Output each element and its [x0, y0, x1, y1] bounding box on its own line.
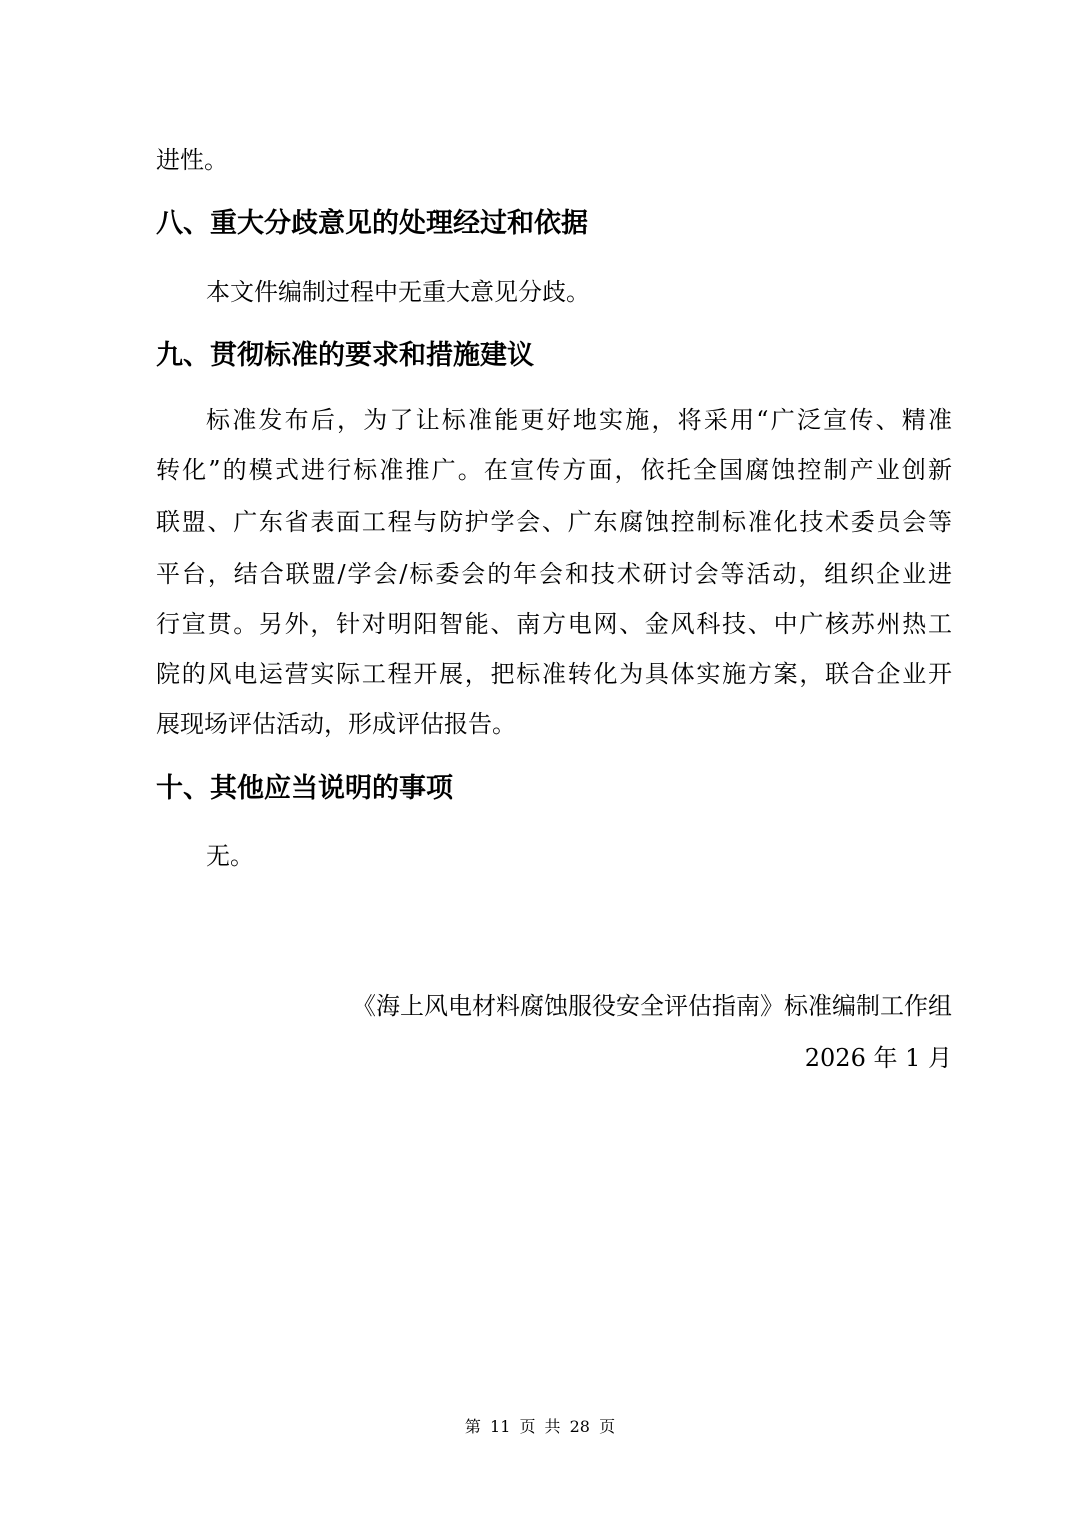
section-9-line-3: 联盟、广东省表面工程与防护学会、广东腐蚀控制标准化技术委员会等 [156, 508, 952, 536]
section-heading-9: 九、贯彻标准的要求和措施建议 [156, 340, 534, 371]
page-number-footer: 第 11 页 共 28 页 [464, 1417, 616, 1436]
section-9-line-5: 行宣贯。另外，针对明阳智能、南方电网、金风科技、中广核苏州热工 [156, 610, 952, 638]
section-9-line-4: 平台，结合联盟/学会/标委会的年会和技术研讨会等活动，组织企业进 [156, 560, 952, 588]
signature-org: 《海上风电材料腐蚀服役安全评估指南》标准编制工作组 [352, 992, 952, 1020]
section-8-paragraph: 本文件编制过程中无重大意见分歧。 [206, 278, 590, 306]
section-heading-10: 十、其他应当说明的事项 [156, 773, 453, 804]
section-9-line-7: 展现场评估活动，形成评估报告。 [156, 710, 516, 738]
signature-date: 2026 年 1 月 [804, 1044, 952, 1072]
continued-paragraph: 进性。 [156, 146, 228, 174]
section-9-line-2: 转化”的模式进行标准推广。在宣传方面，依托全国腐蚀控制产业创新 [156, 456, 952, 484]
section-9-line-6: 院的风电运营实际工程开展，把标准转化为具体实施方案，联合企业开 [156, 660, 952, 688]
section-9-line-1: 标准发布后，为了让标准能更好地实施，将采用“广泛宣传、精准 [206, 406, 952, 434]
section-heading-8: 八、重大分歧意见的处理经过和依据 [156, 208, 588, 239]
section-10-paragraph: 无。 [206, 842, 254, 870]
